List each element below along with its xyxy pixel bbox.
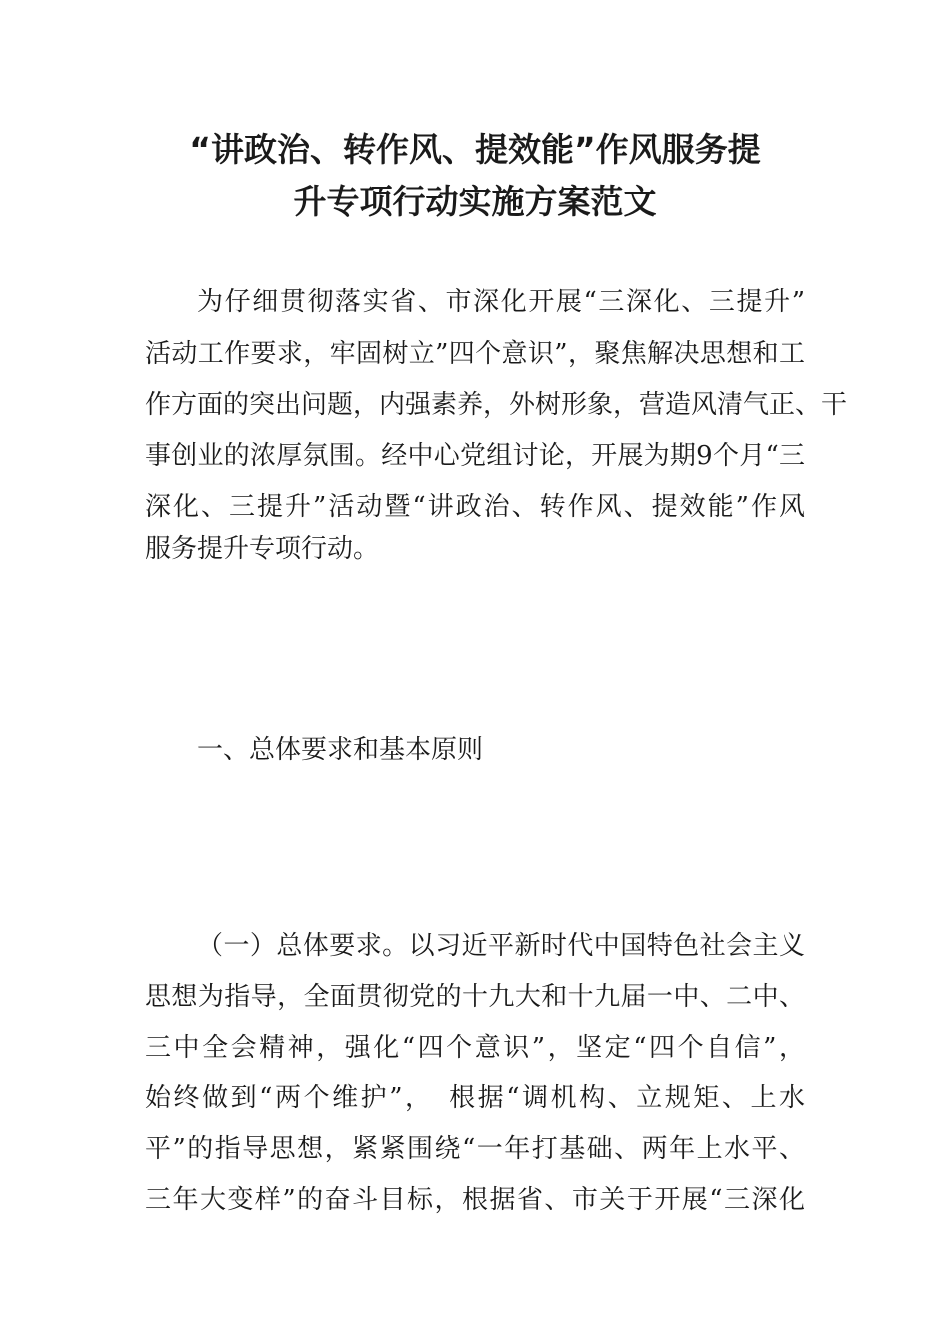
intro-line-6: 服务提升专项行动。 (145, 534, 380, 564)
subsection-line-4: 始终做到“两个维护”， 根据“调机构、立规矩、上水 (145, 1083, 805, 1113)
section-heading: 一、总体要求和基本原则 (197, 735, 484, 765)
intro-line-4: 事创业的浓厚氛围。经中心党组讨论，开展为期9个月“三 (145, 441, 805, 471)
document-title-line-1: “讲政治、转作风、提效能”作风服务提 (189, 130, 761, 169)
intro-line-2: 活动工作要求，牢固树立”四个意识”，聚焦解决思想和工 (145, 339, 805, 369)
intro-line-1: 为仔细贯彻落实省、市深化开展“三深化、三提升” (197, 287, 805, 317)
intro-line-3: 作方面的突出问题，内强素养，外树形象，营造风清气正、干 (145, 390, 848, 420)
document-title-line-2: 升专项行动实施方案范文 (293, 182, 657, 221)
subsection-line-1: （一）总体要求。以习近平新时代中国特色社会主义 (197, 931, 805, 961)
subsection-line-6: 三年大变样”的奋斗目标，根据省、市关于开展“三深化 (145, 1185, 805, 1215)
subsection-line-5: 平”的指导思想，紧紧围绕“一年打基础、两年上水平、 (145, 1134, 805, 1164)
subsection-line-3: 三中全会精神，强化“四个意识”，坚定“四个自信”， (145, 1033, 805, 1063)
intro-line-5: 深化、三提升”活动暨“讲政治、转作风、提效能”作风 (145, 492, 805, 522)
subsection-line-2: 思想为指导，全面贯彻党的十九大和十九届一中、二中、 (145, 982, 805, 1012)
